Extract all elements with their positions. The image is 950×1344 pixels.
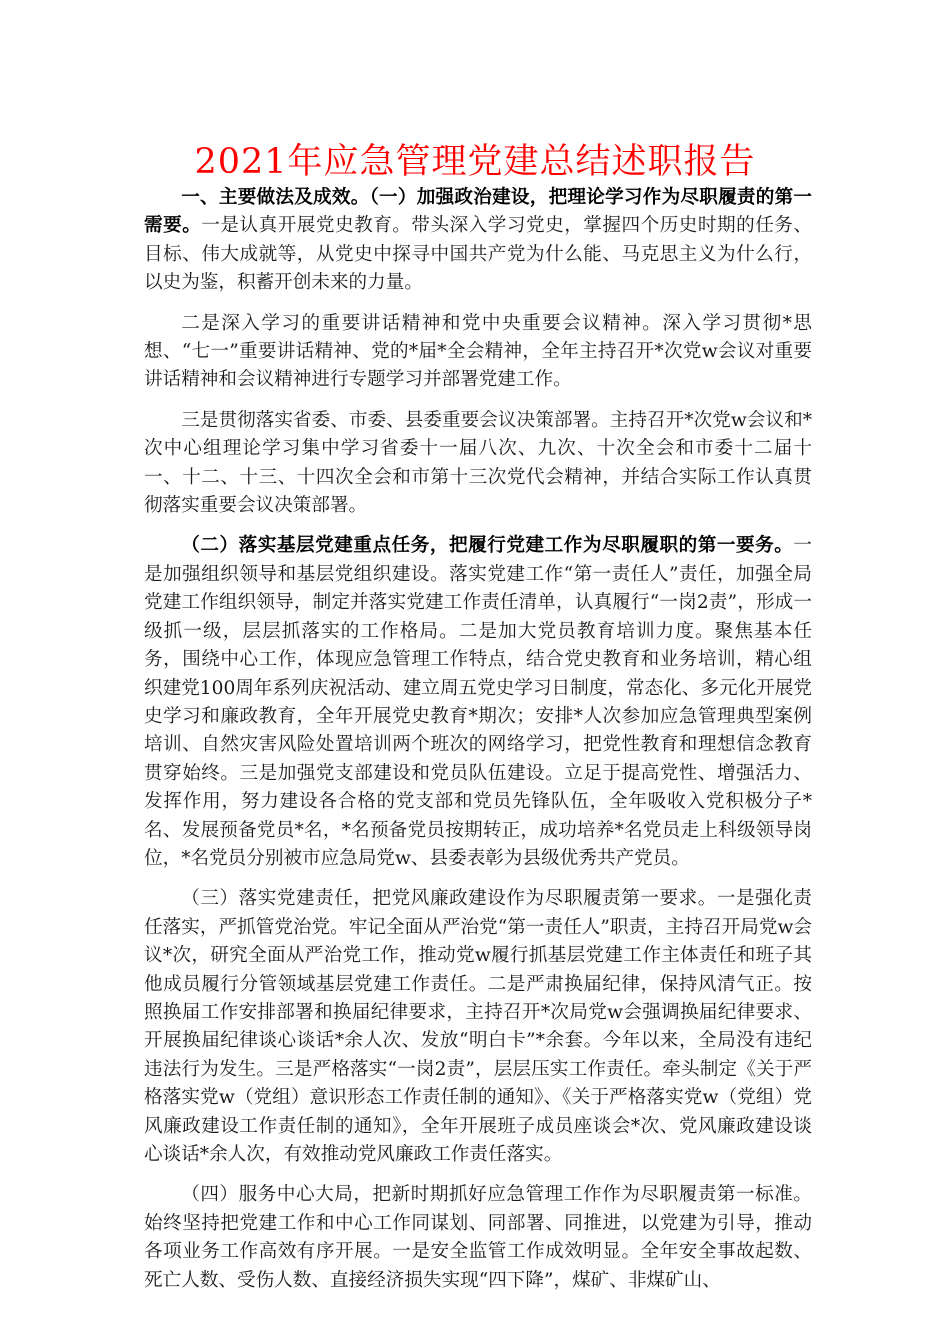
body-paragraph bbox=[144, 1181, 812, 1295]
paragraph-text: 二是深入学习的重要讲话精神和党中央重要会议精神。深入学习贯彻*思想、“七一”重要讲话精神、党的*届*全会精神，全年主持召开*次党w会议对重要讲话精神和会议精神进行专题学习并部署党建工作。 bbox=[144, 312, 812, 391]
body-paragraph bbox=[144, 184, 812, 298]
paragraph-text: 三是贯彻落实省委、市委、县委重要会议决策部署。主持召开*次党w会议和*次中心组理论学习集中学习省委十一届八次、九次、十次全会和市委十二届十一、十二、十三、十四次全会和市第十三次党代会精神，并结合实际工作认真贯彻落实重要会议决策部署。 bbox=[144, 409, 812, 517]
paragraph-text: （四）服务中心大局，把新时期抓好应急管理工作作为尽职履责第一标准。始终坚持把党建工作和中心工作同谋划、同部署、同推进，以党建为引导，推动各项业务工作高效有序开展。一是安全监管工作成效明显。全年安全事故起数、死亡人数、受伤人数、直接经济损失实现“四下降”，煤矿、非煤矿山、 bbox=[144, 1184, 812, 1291]
paragraph-text: （三）落实党建责任，把党风廉政建设作为尽职履责第一要求。一是强化责任落实，严抓管党治党。牢记全面从严治党“第一责任人”职责，主持召开局党w会议*次，研究全面从严治党工作，推动党w履行抓基层党建工作主体责任和班子其他成员履行分管领域基层党建工作责任。二是严肃换届纪律，保持风清气正。按照换届工作安排部署和换届纪律要求，主持召开*次局党w会强调换届纪律要求、开展换届纪律谈心谈话*余人次、发放“明白卡”*余套。今年以来，全局没有违纪违法行为发生。三是严格落实“一岗2责”，层层压实工作责任。牵头制定《关于严格落实党w（党组）意识形态工作责任制的通知》、《关于严格落实党w（党组）党风廉政建设工作责任制的通知》，全年开展班子成员座谈会*次、党风廉政建设谈心谈话*余人次，有效推动党风廉政工作责任落实。 bbox=[144, 888, 812, 1165]
body-paragraph bbox=[144, 310, 812, 395]
document-title: 2021年应急管理党建总结述职报告 bbox=[194, 142, 756, 182]
body-paragraph bbox=[144, 407, 812, 521]
document-body bbox=[144, 184, 812, 1307]
paragraph-heading: （二）落实基层党建重点任务，把履行党建工作为尽职履职的第一要务。 bbox=[181, 535, 794, 557]
paragraph-text: 一是加强组织领导和基层党组织建设。落实党建工作“第一责任人”责任，加强全局党建工作组织领导，制定并落实党建工作责任清单，认真履行“一岗2责”，形成一级抓一级，层层抓落实的工作格局。二是加大党员教育培训力度。聚焦基本任务，围绕中心工作，体现应急管理工作特点，结合党史教育和业务培训，精心组织建党100周年系列庆祝活动、建立周五党史学习日制度，常态化、多元化开展党史学习和廉政教育，全年开展党史教育*期次；安排*人次参加应急管理典型案例培训、自然灾害风险处置培训两个班次的网络学习，把党性教育和理想信念教育贯穿始终。三是加强党支部建设和党员队伍建设。立足于提高党性、增强活力、发挥作用，努力建设各合格的党支部和党员先锋队伍，全年吸收入党积极分子*名、发展预备党员*名，*名预备党员按期转正，成功培养*名党员走上科级领导岗位，*名党员分别被市应急局党w、县委表彰为县级优秀共产党员。 bbox=[144, 535, 812, 869]
paragraph-heading: 一、主要做法及成效。（一）加强政治建设，把理论学习作为尽职履责的第一需要。 bbox=[144, 187, 812, 237]
body-paragraph bbox=[144, 885, 812, 1169]
paragraph-text: 一是认真开展党史教育。带头深入学习党史，掌握四个历史时期的任务、目标、伟大成就等，从党史中探寻中国共产党为什么能、马克思主义为什么行，以史为鉴，积蓄开创未来的力量。 bbox=[144, 215, 812, 294]
body-paragraph bbox=[144, 532, 812, 873]
